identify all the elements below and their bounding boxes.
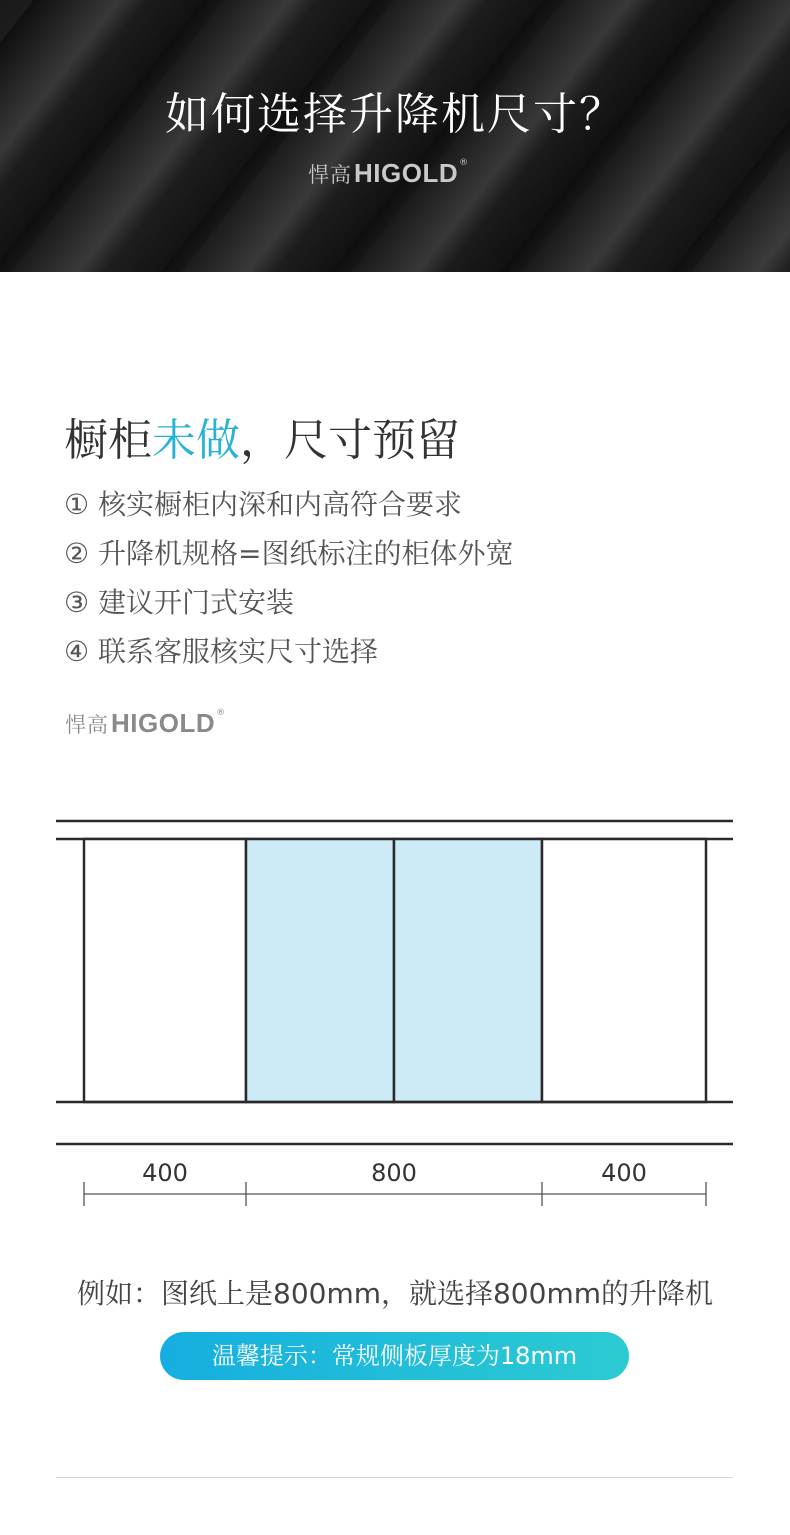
brand-cn: 悍高: [65, 713, 109, 737]
hero-title: 如何选择升降机尺寸？: [165, 89, 625, 140]
section-title-part: 橱柜: [64, 415, 152, 466]
section-title: [64, 404, 460, 468]
cabinet-right: [542, 839, 706, 1102]
divider: [56, 1477, 733, 1478]
step-item: ① 核实橱柜内深和内高符合要求: [64, 488, 463, 521]
brand-cn: 悍高: [308, 163, 352, 187]
cabinet-left: [84, 839, 246, 1102]
section-title-highlight: 未做: [152, 415, 240, 466]
steps-list: [64, 484, 513, 680]
step-item: ③ 建议开门式安装: [64, 586, 295, 619]
cabinet-diagram: [0, 780, 790, 1240]
registered-mark: ®: [459, 158, 469, 168]
hero-brand-logo: [308, 158, 468, 189]
body-brand-logo: [65, 708, 225, 739]
dimension-label-right: 400: [601, 1159, 647, 1187]
step-item: ④ 联系客服核实尺寸选择: [64, 635, 379, 668]
lift-cabinet-left-door: [246, 839, 394, 1102]
brand-en: HIGOLD: [111, 708, 216, 738]
tip-badge: 温馨提示：常规侧板厚度为18mm: [160, 1332, 629, 1380]
lift-cabinet-right-door: [394, 839, 542, 1102]
hero-banner: [0, 0, 790, 272]
example-text: 例如：图纸上是800mm，就选择800mm的升降机: [77, 1277, 713, 1310]
dimension-label-left: 400: [142, 1159, 188, 1187]
section-title-part: ，尺寸预留: [240, 415, 460, 466]
dimension-label-middle: 800: [371, 1159, 417, 1187]
registered-mark: ®: [216, 708, 226, 718]
brand-en: HIGOLD: [354, 158, 459, 188]
step-item: ② 升降机规格=图纸标注的柜体外宽: [64, 537, 514, 570]
